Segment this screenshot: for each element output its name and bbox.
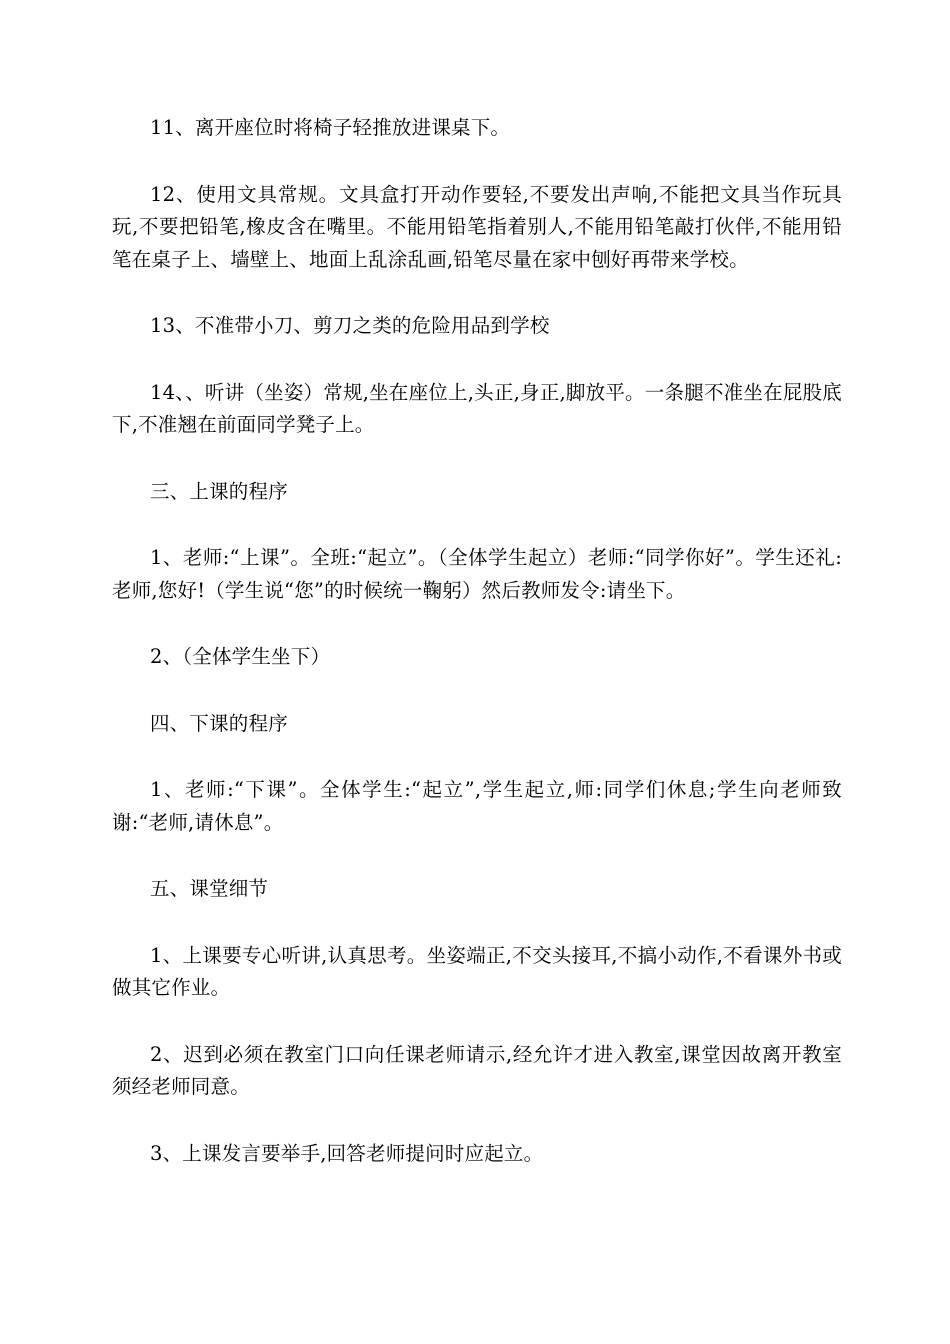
paragraph-class-details-1: 1、上课要专心听讲,认真思考。坐姿端正,不交头接耳,不搞小动作,不看课外书或做其它作业。 <box>112 943 842 999</box>
document-body <box>112 112 842 1204</box>
section-heading-class-start: 三、上课的程序 <box>150 479 288 503</box>
paragraph-class-start-2: 2、（全体学生坐下） <box>150 645 331 668</box>
paragraph-class-details-2: 2、迟到必须在教室门口向任课老师请示,经允许才进入教室,课堂因故离开教室须经老师同意。 <box>112 1042 842 1098</box>
section-heading-class-details: 五、课堂细节 <box>150 877 269 900</box>
paragraph-class-start-1: 1、老师:“上课”。全班:“起立”。（全体学生起立）老师:“同学你好”。学生还礼:老师,您好!（学生说“您”的时候统一鞠躬）然后教师发令:请坐下。 <box>112 546 842 602</box>
paragraph-class-end-1: 1、老师:“下课”。全体学生:“起立”,学生起立,师:同学们休息;学生向老师致谢:“老师,请休息”。 <box>112 778 842 834</box>
paragraph-rule-11: 11、离开座位时将椅子轻推放进课桌下。 <box>150 116 511 139</box>
paragraph-rule-13: 13、不准带小刀、剪刀之类的危险用品到学校 <box>150 314 550 337</box>
paragraph-class-details-3: 3、上课发言要举手,回答老师提问时应起立。 <box>150 1141 544 1165</box>
paragraph-rule-12: 12、使用文具常规。文具盒打开动作要轻,不要发出声响,不能把文具当作玩具玩,不要把铅笔,橡皮含在嘴里。不能用铅笔指着别人,不能用铅笔敲打伙伴,不能用铅笔在桌子上、墙壁上、地面上乱涂乱画,铅笔尽量在家中刨好再带来学校。 <box>112 182 842 271</box>
paragraph-rule-14: 14、、听讲（坐姿）常规,坐在座位上,头正,身正,脚放平。一条腿不准坐在屁股底下,不准翘在前面同学凳子上。 <box>112 380 842 436</box>
section-heading-class-end: 四、下课的程序 <box>150 711 288 735</box>
